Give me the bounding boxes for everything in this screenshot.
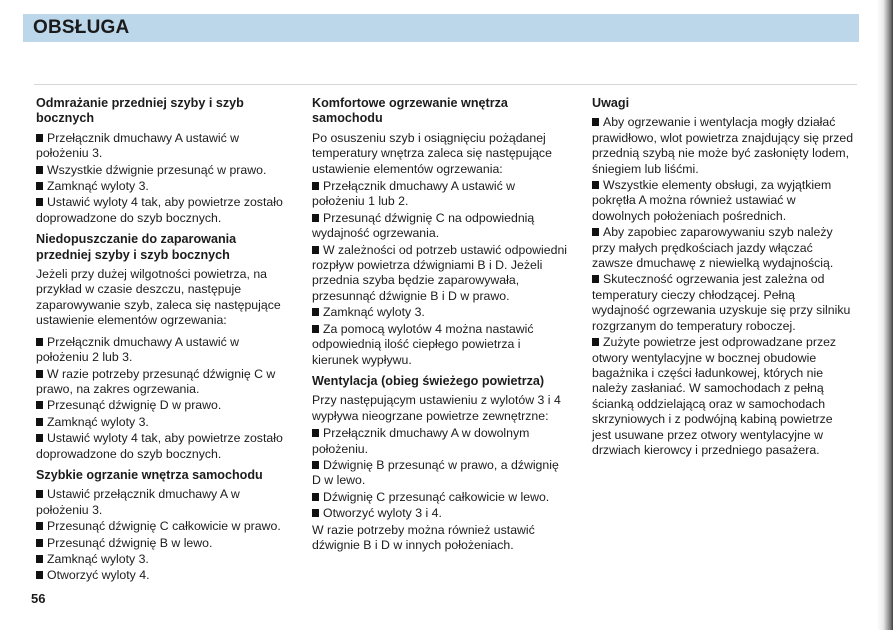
paragraph: Po osuszeniu szyb i osiągnięciu pożądanej temperatury wnętrza zaleca się następujące ustawienie elementów ogrzewania: — [312, 130, 552, 176]
list-item: Zamknąć wyloty 3. — [36, 179, 292, 194]
bullet-square-icon — [36, 571, 43, 579]
list-item: Przesunąć dźwignię B w lewo. — [36, 536, 292, 551]
list-item: Przełącznik dmuchawy A ustawić w położeniu 1 lub 2. — [312, 179, 516, 209]
bullet-square-icon — [36, 522, 43, 530]
bullet-square-icon — [36, 134, 43, 142]
bullet-square-icon — [592, 118, 599, 126]
heading-comfort-heat: Komfortowe ogrzewanie wnętrza samochodu — [312, 96, 508, 126]
column-right — [592, 96, 854, 459]
bullet-square-icon — [312, 509, 319, 517]
page-number: 56 — [31, 591, 46, 606]
heading-defrost: Odmrażanie przedniej szyby i szyb bocznych — [36, 96, 244, 126]
heading-ventilation: Wentylacja (obieg świeżego powietrza) — [312, 373, 545, 388]
paragraph: Przy następującym ustawieniu z wylotów 3 i 4 wypływa nieogrzane powietrze zewnętrzne: — [312, 393, 561, 423]
page-binding-edge — [877, 0, 893, 630]
list-item: Przełącznik dmuchawy A w dowolnym położeniu. — [312, 426, 530, 456]
list-item: W zależności od potrzeb ustawić odpowiedni rozpływ powietrza dźwigniami B i D. Jeżeli przednia szyba będzie zaparowywała, przesunnąć dźwignie B i D w prawo. — [312, 242, 568, 303]
list-item: Zużyte powietrze jest odprowadzane przez otwory wentylacyjne w bocznej obudowie bagażnika i części ładunkowej, których nie należy zasłaniać. W samochodach z pełną ścianką oddzielającą oraz w samochodach skrzyniowych i z podwójną kabiną powietrze jest usuwane przez otwory wentylacyjne w drzwiach kierowcy i przedniego pasażera. — [592, 335, 837, 457]
list-item: Ustawić przełącznik dmuchawy A w położeniu 3. — [36, 487, 240, 517]
list-item: Przesunąć dźwignię C na odpowiednią wydajność ogrzewania. — [312, 210, 535, 241]
list-item: Skuteczność ogrzewania jest zależna od temperatury cieczy chłodzącej. Pełną wydajność ogrzewania uzyskuje się przy silniku rozgrzanym do temperatury roboczej. — [592, 272, 851, 333]
paragraph: Jeżeli przy dużej wilgotności powietrza, na przykład w czasie deszczu, następuje zaparowywanie szyb, zaleca się następujące ustawienie elementów ogrzewania: — [36, 267, 281, 328]
bullet-square-icon — [36, 198, 43, 206]
bullet-square-icon — [36, 370, 43, 378]
bullet-square-icon — [36, 166, 43, 174]
bullet-square-icon — [312, 493, 319, 501]
list-item: Dźwignię B przesunąć w prawo, a dźwignię D w lewo. — [312, 457, 559, 488]
list-item: Aby zapobiec zaparowywaniu szyb należy przy małych prędkościach jazdy włączać zawsze dmuchawę z niewielką wydajnością. — [592, 225, 834, 271]
bullet-square-icon — [36, 338, 43, 346]
list-item: Otworzyć wyloty 3 i 4. — [312, 506, 570, 521]
bullet-square-icon — [36, 555, 43, 563]
bullet-square-icon — [312, 461, 319, 469]
bullet-square-icon — [312, 182, 319, 190]
list-item: Przesunąć dźwignię C całkowicie w prawo. — [36, 519, 292, 534]
list-item: Zamknąć wyloty 3. — [312, 305, 570, 320]
bullet-square-icon — [312, 246, 319, 254]
page-header-bar — [23, 14, 859, 42]
paragraph: W razie potrzeby można również ustawić dźwignie B i D w innych położeniach. — [312, 522, 535, 552]
bullet-square-icon — [312, 214, 319, 222]
list-item: Otworzyć wyloty 4. — [36, 568, 292, 583]
bullet-square-icon — [36, 401, 43, 409]
bullet-square-icon — [312, 325, 319, 333]
list-item: Za pomocą wylotów 4 można nastawić odpowiednią ilość ciepłego powietrza i kierunek wypływu. — [312, 321, 534, 367]
column-middle — [312, 96, 570, 555]
list-item: Wszystkie dźwignie przesunąć w prawo. — [36, 163, 292, 178]
list-item: Zamknąć wyloty 3. — [36, 552, 292, 567]
heading-notes: Uwagi — [592, 96, 630, 110]
bullet-square-icon — [36, 418, 43, 426]
bullet-square-icon — [36, 490, 43, 498]
list-item: W razie potrzeby przesunąć dźwignię C w prawo, na zakres ogrzewania. — [36, 366, 276, 396]
list-item: Dźwignię C przesunąć całkowicie w lewo. — [312, 490, 570, 505]
list-item: Ustawić wyloty 4 tak, aby powietrze zostało doprowadzone do szyb bocznych. — [36, 195, 283, 225]
list-item: Aby ogrzewanie i wentylacja mogły działać prawidłowo, wlot powietrza znajdujący się przed przednią szybą nie może być zasłonięty lodem, śniegiem lub liśćmi. — [592, 115, 854, 176]
bullet-square-icon — [592, 228, 599, 236]
list-item: Wszystkie elementy obsługi, za wyjątkiem pokrętła A można również ustawiać w dowolnych położeniach pośrednich. — [592, 178, 832, 223]
list-item: Przełącznik dmuchawy A ustawić w położeniu 2 lub 3. — [36, 334, 240, 365]
list-item: Przesunąć dźwignię D w prawo. — [36, 398, 292, 413]
list-item: Przełącznik dmuchawy A ustawić w położeniu 3. — [36, 130, 240, 161]
list-item: Ustawić wyloty 4 tak, aby powietrze zostało doprowadzone do szyb bocznych. — [36, 431, 283, 461]
heading-quick-heat: Szybkie ogrzanie wnętrza samochodu — [36, 467, 263, 482]
bullet-square-icon — [36, 434, 43, 442]
bullet-square-icon — [592, 338, 599, 346]
bullet-square-icon — [36, 539, 43, 547]
divider-line — [34, 84, 857, 85]
bullet-square-icon — [592, 275, 599, 283]
section-title: OBSŁUGA — [33, 17, 130, 38]
bullet-square-icon — [36, 182, 43, 190]
list-item: Zamknąć wyloty 3. — [36, 415, 292, 430]
bullet-square-icon — [312, 429, 319, 437]
bullet-square-icon — [312, 308, 319, 316]
column-left — [36, 96, 292, 585]
bullet-square-icon — [592, 181, 599, 189]
heading-anti-fog: Niedopuszczanie do zaparowania przedniej szyby i szyb bocznych — [36, 232, 237, 262]
bleed-through-shadow — [40, 50, 260, 60]
